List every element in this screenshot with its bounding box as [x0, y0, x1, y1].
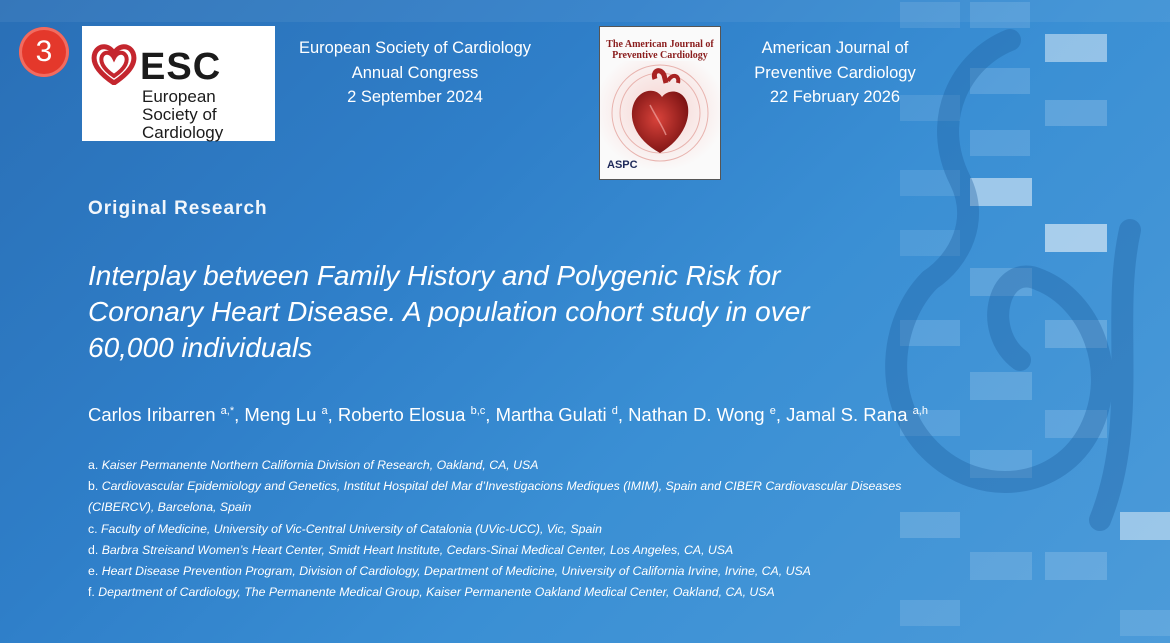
event-right-line-3: 22 February 2026: [769, 88, 901, 106]
author-affiliation-marker: d: [611, 404, 618, 417]
paper-title: Interplay between Family History and Polygenic Risk for Coronary Heart Disease. A population cohort study in over 60,000 individuals: [88, 260, 810, 363]
esc-full-name: European Society of Cardiology: [142, 87, 224, 142]
author-name: , Martha Gulati: [485, 404, 612, 425]
affiliation-list: [88, 455, 963, 603]
affiliation-marker: d.: [88, 542, 102, 557]
event-left: [290, 36, 540, 110]
event-right-line-2: Preventive Cardiology: [754, 63, 916, 82]
affiliation-item: [88, 476, 963, 518]
slide-number: 3: [35, 35, 53, 68]
affiliation-marker: b.: [88, 479, 102, 494]
esc-heart-icon: [91, 43, 137, 85]
affiliation-marker: e.: [88, 564, 102, 579]
event-left-line-2: Annual Congress: [351, 63, 479, 82]
author-name: , Nathan D. Wong: [617, 404, 770, 425]
author-name: , Meng Lu: [234, 404, 322, 425]
author-affiliation-marker: e: [769, 404, 776, 417]
affiliation-marker: f.: [88, 585, 99, 600]
affiliation-text: Kaiser Permanente Northern California Division of Research, Oakland, CA, USA: [101, 458, 539, 472]
event-left-line-1: European Society of Cardiology: [298, 39, 532, 57]
author-name: Carlos Iribarren: [88, 404, 221, 425]
esc-logo: [82, 26, 275, 141]
affiliation-text: Heart Disease Prevention Program, Division of Cardiology, Department of Medicine, University of California Irvine, Irvine, CA, USA: [101, 564, 811, 579]
affiliation-item: [88, 455, 963, 476]
affiliation-item: [88, 540, 963, 561]
affiliation-marker: c.: [88, 521, 101, 536]
event-right: [745, 36, 925, 110]
author-affiliation-marker: a,h: [912, 404, 928, 417]
affiliation-text: Faculty of Medicine, University of Vic-Central University of Catalonia (UVic-UCC), Vic, Spain: [100, 521, 602, 536]
affiliation-text: Department of Cardiology, The Permanente Medical Group, Kaiser Permanente Oakland Medical Center, Oakland, CA, USA: [98, 585, 775, 600]
author-name: , Roberto Elosua: [327, 404, 471, 425]
affiliation-item: [88, 519, 963, 540]
author-affiliation-marker: a,*: [220, 404, 235, 417]
affiliation-item: [88, 582, 963, 603]
affiliation-item: [88, 561, 963, 582]
journal-cover-logo: ASPC: [607, 159, 638, 171]
affiliation-text: Barbra Streisand Women’s Heart Center, Smidt Heart Institute, Cedars-Sinai Medical Center, Los Angeles, CA, USA: [101, 542, 734, 557]
slide-number-badge: [19, 27, 69, 77]
author-list: [88, 404, 928, 426]
section-label: Original Research: [88, 198, 268, 219]
affiliation-marker: a.: [88, 458, 102, 472]
event-left-line-3: 2 September 2024: [347, 88, 483, 106]
affiliation-text: Cardiovascular Epidemiology and Genetics, Institut Hospital del Mar d’Investigacions Mediques (IMIM), Spain and CIBER Cardiovascular Diseases (CIBERCV), Barcelona, Spain: [88, 479, 902, 515]
author-name: , Jamal S. Rana: [775, 404, 913, 425]
journal-cover-title: The American Journal of Preventive Cardiology: [606, 39, 714, 61]
author-affiliation-marker: b,c: [470, 404, 486, 417]
event-right-line-1: American Journal of: [761, 39, 909, 57]
author-affiliation-marker: a: [321, 404, 328, 417]
journal-cover: [599, 26, 721, 180]
heart-illustration-icon: [600, 61, 720, 171]
esc-acronym: ESC: [140, 46, 222, 88]
